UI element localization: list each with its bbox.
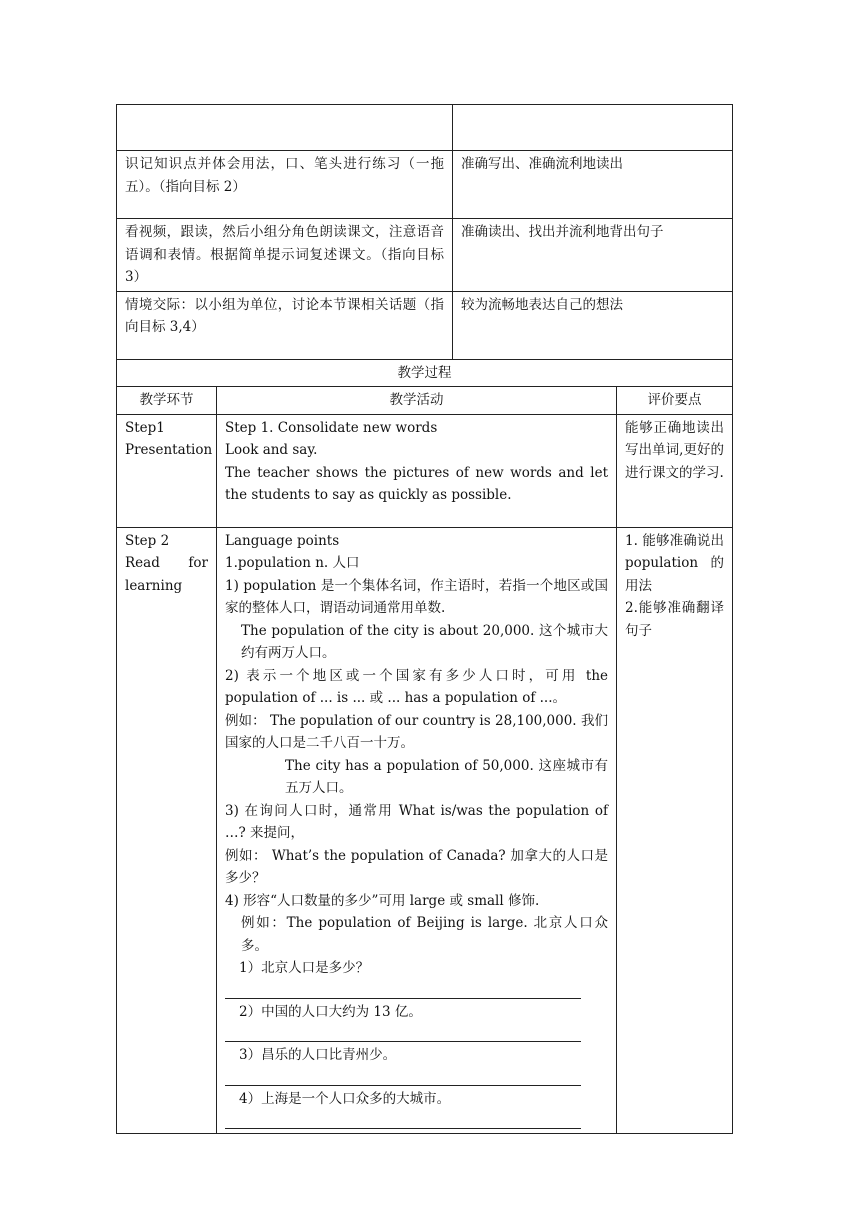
activity-cell bbox=[217, 414, 617, 527]
activity-line: Language points bbox=[225, 532, 340, 549]
table-row bbox=[117, 219, 733, 292]
stage-word: Read bbox=[125, 555, 160, 571]
answer-line[interactable] bbox=[225, 980, 581, 999]
table-row bbox=[117, 387, 733, 415]
activity-line: The teacher shows the pictures of new words and let the students to say as quickly as possible. bbox=[225, 464, 608, 503]
goal-cell: 情境交际：以小组为单位，讨论本节课相关话题（指向目标 3,4） bbox=[117, 291, 453, 359]
evaluation-cell: 能够正确地读出写出单词,更好的进行课文的学习. bbox=[617, 414, 733, 527]
stage-label: Step 2 bbox=[125, 532, 170, 549]
evaluation-point: 1. 能够准确说出 population 的用法 bbox=[625, 532, 725, 594]
header-activity: 教学活动 bbox=[217, 387, 617, 415]
activity-line: 3) 在询问人口时，通常用 What is/was the population of …? 来提问， bbox=[225, 802, 608, 841]
goal-cell: 识记知识点并体会用法，口、笔头进行练习（一拖五）。（指向目标 2） bbox=[117, 151, 453, 219]
table-row bbox=[117, 151, 733, 219]
table-row bbox=[117, 527, 733, 1134]
exercise-question: 1）北京人口是多少？ bbox=[239, 960, 370, 976]
exercise-question: 3）昌乐的人口比青州少。 bbox=[239, 1047, 397, 1063]
stage-label: Step1 bbox=[125, 419, 165, 436]
goal-cell bbox=[117, 105, 453, 151]
activity-line: Look and say. bbox=[225, 442, 318, 458]
criteria-cell bbox=[453, 105, 733, 151]
process-table bbox=[116, 359, 733, 1135]
stage-cell bbox=[117, 527, 217, 1134]
stage-label bbox=[125, 552, 208, 575]
goal-cell: 看视频，跟读，然后小组分角色朗读课文，注意语音语调和表情。根据简单提示词复述课文。（指向目标 3） bbox=[117, 219, 453, 292]
activity-line: 例如： The population of our country is 28,100,000. 我们国家的人口是二千八百一十万。 bbox=[225, 712, 608, 751]
goals-table bbox=[116, 104, 733, 360]
evaluation-point: 2.能够准确翻译句子 bbox=[625, 600, 725, 639]
criteria-cell: 准确写出、准确流利地读出 bbox=[453, 151, 733, 219]
process-title: 教学过程 bbox=[117, 359, 733, 387]
header-stage: 教学环节 bbox=[117, 387, 217, 415]
activity-line: 4) 形容“人口数量的多少”可用 large 或 small 修饰. bbox=[225, 892, 540, 909]
document-page bbox=[116, 104, 732, 1134]
activity-line: 1.population n. 人口 bbox=[225, 555, 360, 571]
stage-cell bbox=[117, 414, 217, 527]
table-row bbox=[117, 291, 733, 359]
table-row bbox=[117, 414, 733, 527]
activity-line: The city has a population of 50,000. 这座城市有五万人口。 bbox=[285, 757, 608, 796]
stage-label: learning bbox=[125, 577, 183, 594]
exercise-question: 2）中国的人口大约为 13 亿。 bbox=[239, 1003, 422, 1020]
activity-cell bbox=[217, 527, 617, 1134]
criteria-cell: 较为流畅地表达自己的想法 bbox=[453, 291, 733, 359]
activity-line: Step 1. Consolidate new words bbox=[225, 419, 438, 436]
activity-line: 1) population 是一个集体名词，作主语时，若指一个地区或国家的整体人口，谓语动词通常用单数. bbox=[225, 577, 608, 616]
exercise-question: 4）上海是一个人口众多的大城市。 bbox=[239, 1090, 451, 1107]
answer-line[interactable] bbox=[225, 1110, 581, 1129]
header-evaluation: 评价要点 bbox=[617, 387, 733, 415]
stage-label: Presentation bbox=[125, 442, 213, 458]
evaluation-cell bbox=[617, 527, 733, 1134]
activity-line: 例如：The population of Beijing is large. 北京人口众多。 bbox=[241, 915, 608, 954]
stage-word: for bbox=[188, 555, 208, 571]
answer-line[interactable] bbox=[225, 1023, 581, 1042]
activity-line: The population of the city is about 20,000. 这个城市大约有两万人口。 bbox=[241, 622, 608, 661]
table-row bbox=[117, 105, 733, 151]
answer-line[interactable] bbox=[225, 1067, 581, 1086]
activity-line: 例如： What’s the population of Canada? 加拿大的人口是多少？ bbox=[225, 847, 608, 886]
criteria-cell: 准确读出、找出并流利地背出句子 bbox=[453, 219, 733, 292]
table-row bbox=[117, 359, 733, 387]
activity-line: 2) 表示一个地区或一个国家有多少人口时，可用 the population of ... is ... 或 ... has a population of ...。 bbox=[225, 667, 608, 706]
